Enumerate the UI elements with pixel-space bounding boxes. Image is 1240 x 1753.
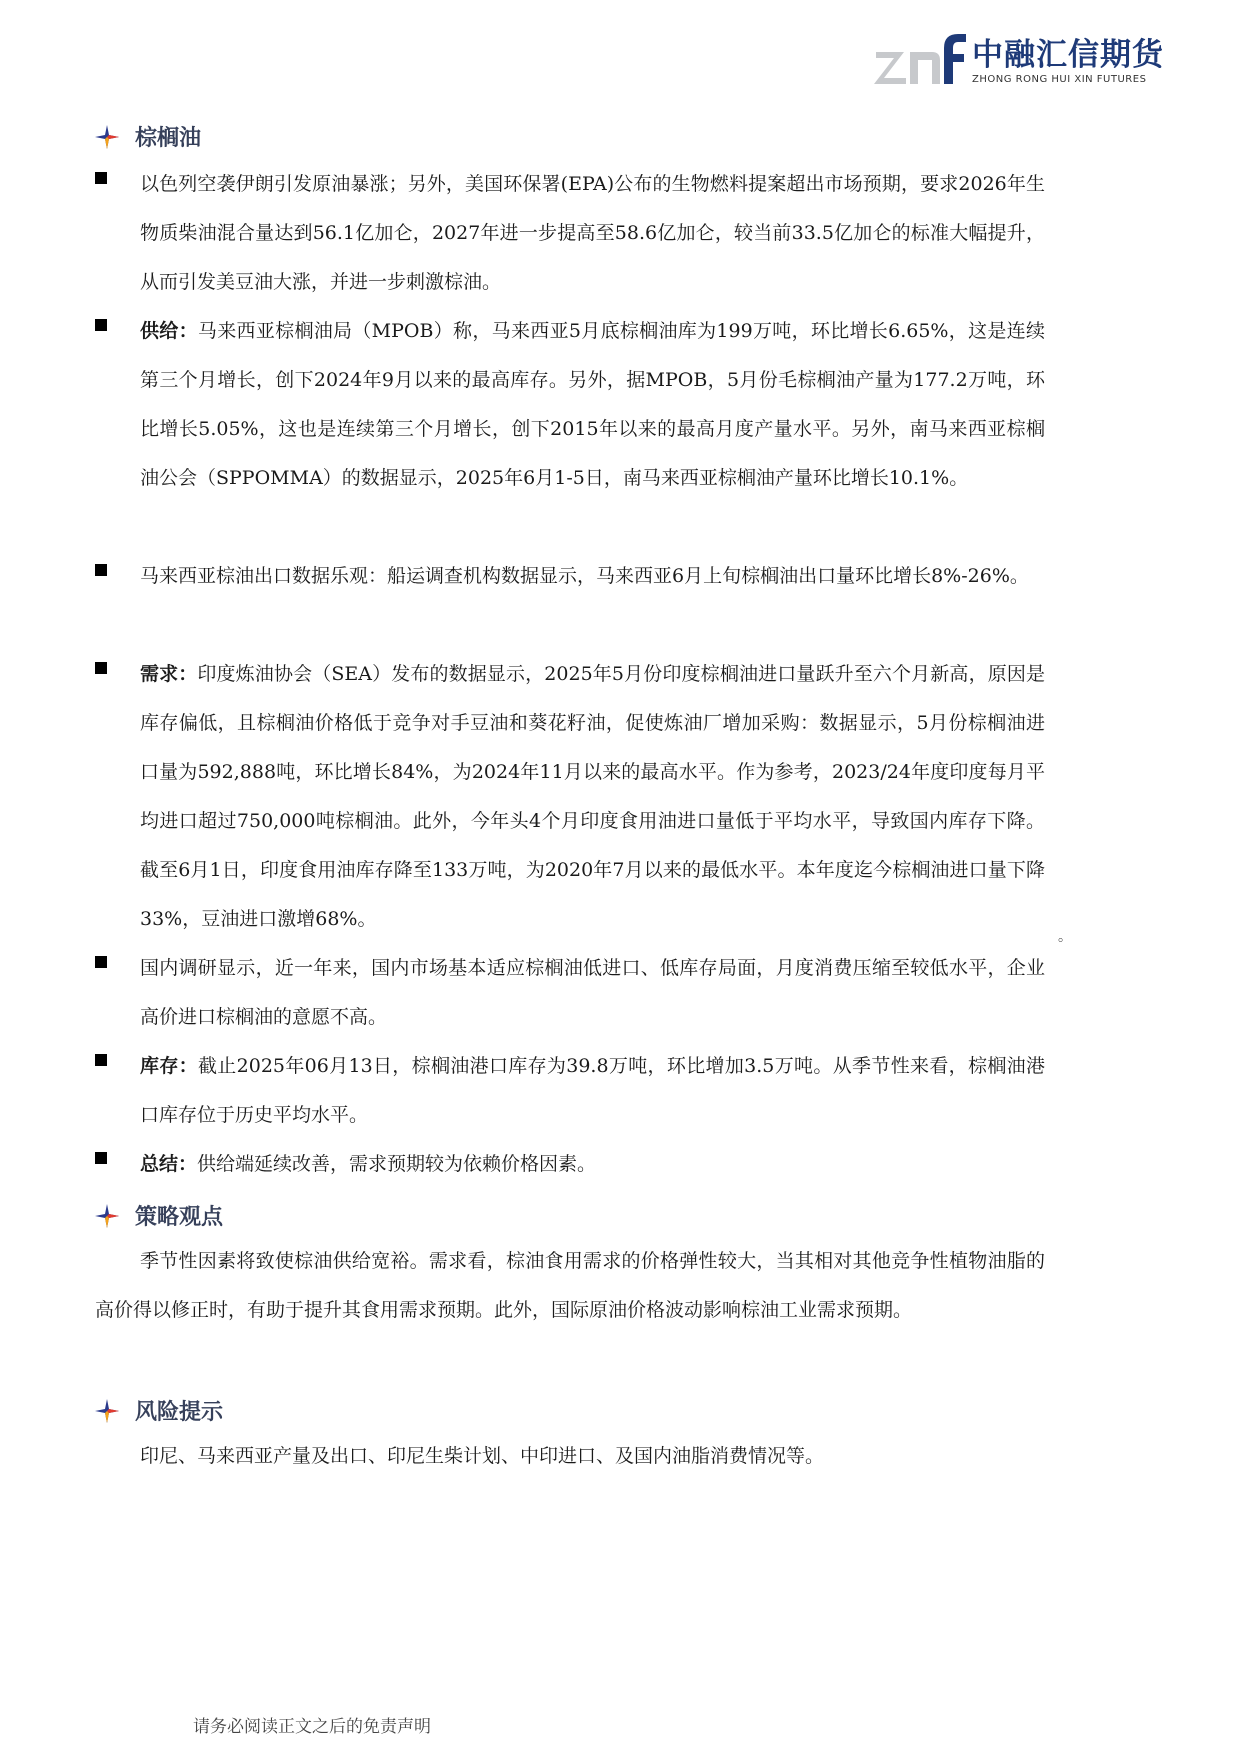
- square-bullet-icon: [95, 1054, 107, 1066]
- logo-name-en: ZHONG RONG HUI XIN FUTURES: [972, 74, 1147, 85]
- bullet-label: 需求：: [140, 663, 198, 685]
- bullet-item: [95, 160, 1045, 307]
- square-bullet-icon: [95, 564, 107, 576]
- disclaimer-footer: 请务必阅读正文之后的免责声明: [193, 1717, 431, 1737]
- bullet-text: 印度炼油协会（SEA）发布的数据显示，2025年5月份印度棕榈油进口量跃升至六个月新高，原因是库存偏低，且棕榈油价格低于竞争对手豆油和葵花籽油，促使炼油厂增加采购：数据显示，5月份棕榈油进口量为592,888吨，环比增长84%，为2024年11月以来的最高水平。作为参考，2023/24年度印度每月平均进口超过750,000吨棕榈油。此外，今年头4个月印度食用油进口量低于平均水平，导致国内库存下降。截至6月1日，印度食用油库存降至133万吨，为2020年7月以来的最低水平。本年度迄今棕榈油进口量下降33%，豆油进口激增68%。: [140, 663, 1045, 930]
- four-point-star-icon: [95, 1204, 119, 1228]
- bullet-label: 库存：: [140, 1055, 198, 1077]
- bullet-text: 以色列空袭伊朗引发原油暴涨；另外，美国环保署(EPA)公布的生物燃料提案超出市场预期，要求2026年生物质柴油混合量达到56.1亿加仑，2027年进一步提高至58.6亿加仑，较当前33.5亿加仑的标准大幅提升，从而引发美豆油大涨，并进一步刺激棕油。: [140, 173, 1045, 293]
- stray-mark: 。: [1058, 929, 1072, 945]
- logo-name-cn: 中融汇信期货: [972, 37, 1164, 73]
- section-heading-palm: [95, 121, 201, 152]
- bullet-item: [95, 1042, 1045, 1140]
- square-bullet-icon: [95, 662, 107, 674]
- bullet-label: 总结：: [140, 1153, 198, 1175]
- bullet-item: [95, 552, 1045, 601]
- logo-mark: [874, 30, 966, 90]
- bullet-text: 供给端延续改善，需求预期较为依赖价格因素。: [197, 1153, 597, 1175]
- bullet-item: [95, 944, 1045, 1042]
- section-title: 策略观点: [135, 1205, 224, 1230]
- bullet-label: 供给：: [140, 320, 198, 342]
- square-bullet-icon: [95, 172, 107, 184]
- square-bullet-icon: [95, 956, 107, 968]
- section-heading-risk: [95, 1395, 223, 1426]
- section-title: 风险提示: [135, 1400, 224, 1425]
- square-bullet-icon: [95, 319, 107, 331]
- bullet-text: 马来西亚棕榈油局（MPOB）称，马来西亚5月底棕榈油库为199万吨，环比增长6.65%，这是连续第三个月增长，创下2024年9月以来的最高库存。另外，据MPOB，5月份毛棕榈油产量为177.2万吨，环比增长5.05%，这也是连续第三个月增长，创下2015年以来的最高月度产量水平。另外，南马来西亚棕榈油公会（SPPOMMA）的数据显示，2025年6月1-5日，南马来西亚棕榈油产量环比增长10.1%。: [140, 320, 1045, 489]
- bullet-item: [95, 650, 1045, 944]
- bullet-text: 国内调研显示，近一年来，国内市场基本适应棕榈油低进口、低库存局面，月度消费压缩至较低水平，企业高价进口棕榈油的意愿不高。: [140, 957, 1045, 1028]
- bullet-text: 马来西亚棕油出口数据乐观：船运调查机构数据显示，马来西亚6月上旬棕榈油出口量环比增长8%-26%。: [140, 565, 1029, 587]
- section-title: 棕榈油: [135, 126, 202, 151]
- four-point-star-icon: [95, 1399, 119, 1423]
- section-heading-strategy: [95, 1200, 223, 1231]
- bullet-text: 截止2025年06月13日，棕榈油港口库存为39.8万吨，环比增加3.5万吨。从季节性来看，棕榈油港口库存位于历史平均水平。: [140, 1055, 1045, 1126]
- bullet-item: [95, 307, 1045, 503]
- four-point-star-icon: [95, 125, 119, 149]
- company-logo: [874, 30, 1164, 90]
- square-bullet-icon: [95, 1152, 107, 1164]
- bullet-item: [95, 1140, 1045, 1189]
- strategy-paragraph: 季节性因素将致使棕油供给宽裕。需求看，棕油食用需求的价格弹性较大，当其相对其他竞争性植物油脂的高价得以修正时，有助于提升其食用需求预期。此外，国际原油价格波动影响棕油工业需求预期。: [95, 1250, 1045, 1321]
- risk-paragraph: 印尼、马来西亚产量及出口、印尼生柴计划、中印进口、及国内油脂消费情况等。: [140, 1445, 825, 1467]
